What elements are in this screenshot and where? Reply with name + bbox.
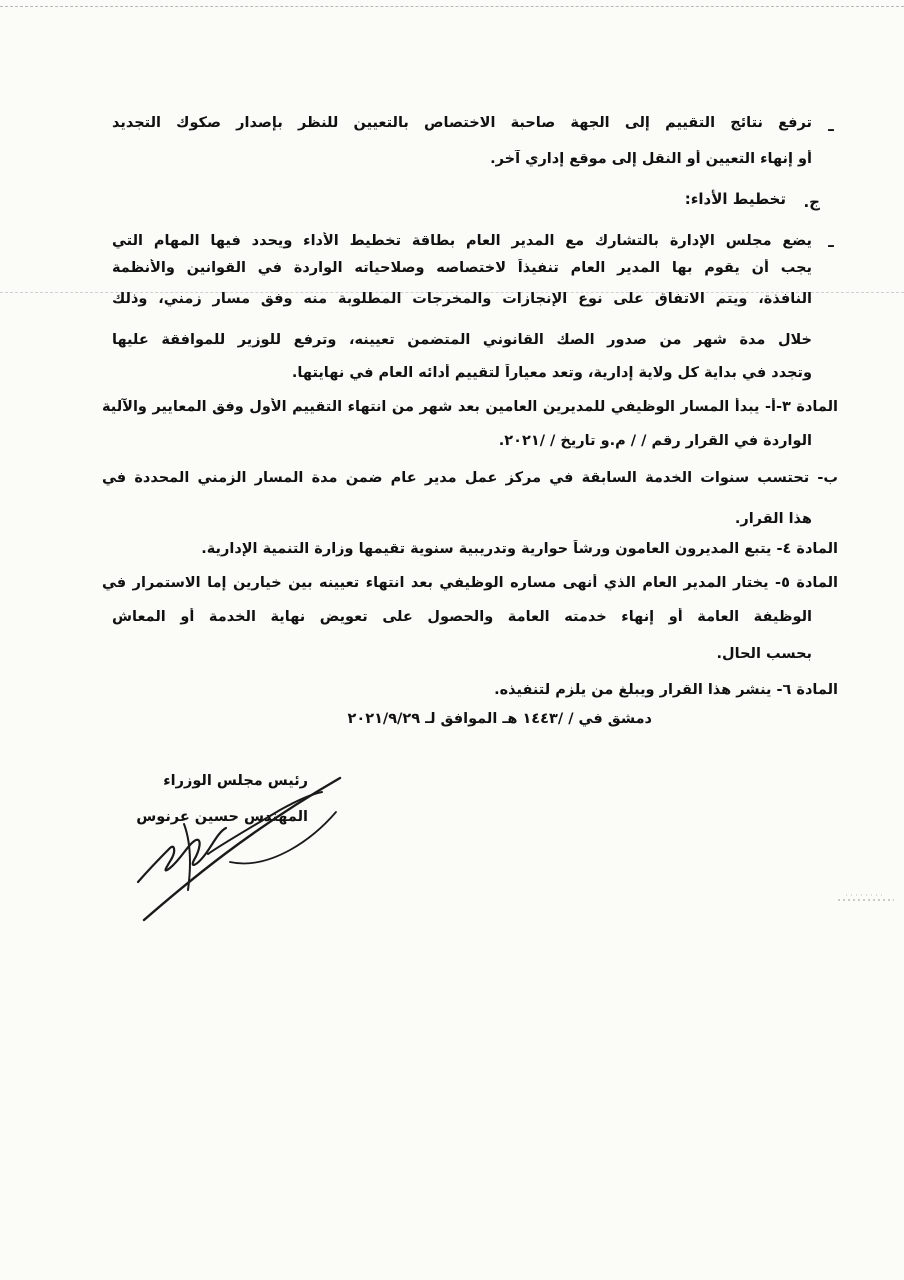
section-marker: ج. bbox=[803, 193, 820, 211]
list-marker: – bbox=[827, 236, 835, 254]
body-line: وتجدد في بداية كل ولاية إدارية، وتعد معياراً لتقييم أدائه العام في نهايتها. bbox=[291, 365, 812, 381]
body-line: النافذة، ويتم الاتفاق على نوع الإنجازات والمخرجات المطلوبة منه وفق مسار زمني، وذلك bbox=[112, 291, 812, 307]
article-4-line: المادة ٤- يتبع المديرون العامون ورشاً حوارية وتدريبية سنوية تقيمها وزارة التنمية الإدارية. bbox=[201, 541, 838, 557]
article-6-line: المادة ٦- ينشر هذا القرار ويبلغ من يلزم لتنفيذه. bbox=[494, 682, 838, 698]
article-3b-line: ب- تحتسب سنوات الخدمة السابقة في مركز عمل مدير عام ضمن مدة المسار الزمني المحددة في bbox=[102, 470, 838, 486]
scan-edge-marks bbox=[836, 890, 896, 910]
article-3-line: المادة ٣-أ- يبدأ المسار الوظيفي للمديرين العامين بعد شهر من انتهاء التقييم الأول وفق المعايير والآلية bbox=[102, 399, 838, 415]
scan-artifact-line bbox=[0, 6, 904, 7]
body-line: ترفع نتائج التقييم إلى الجهة صاحبة الاختصاص بالتعيين للنظر بإصدار صكوك التجديد bbox=[112, 115, 812, 131]
signatory-title: رئيس مجلس الوزراء bbox=[163, 773, 308, 789]
list-marker: – bbox=[827, 120, 835, 138]
body-line: هذا القرار. bbox=[734, 511, 812, 527]
handwritten-signature bbox=[130, 770, 360, 940]
body-line: يجب أن يقوم بها المدير العام تنفيذاً لاختصاصه وصلاحياته الواردة في القوانين والأنظمة bbox=[112, 260, 812, 276]
article-5-line: المادة ٥- يختار المدير العام الذي أنهى مساره الوظيفي بعد انتهاء تعيينه بين خيارين إما الاستمرار في bbox=[102, 575, 838, 591]
body-line: يضع مجلس الإدارة بالتشارك مع المدير العام بطاقة تخطيط الأداء ويحدد فيها المهام التي bbox=[112, 233, 812, 249]
body-line: بحسب الحال. bbox=[716, 646, 812, 662]
body-line: خلال مدة شهر من صدور الصك القانوني المتضمن تعيينه، وترفع للوزير للموافقة عليها bbox=[112, 332, 812, 348]
body-line: أو إنهاء التعيين أو النقل إلى موقع إداري آخر. bbox=[490, 151, 812, 167]
signatory-name: المهندس حسين عرنوس bbox=[136, 809, 308, 825]
section-heading: تخطيط الأداء: bbox=[684, 190, 786, 208]
body-line: الوظيفة العامة أو إنهاء خدمته العامة والحصول على تعويض نهاية الخدمة أو المعاش bbox=[112, 609, 812, 625]
body-line: الواردة في القرار رقم / / م.و تاريخ / /٢٠٢١. bbox=[498, 433, 812, 449]
date-line: دمشق في / /١٤٤٣ هـ الموافق لـ ٢٠٢١/٩/٢٩ bbox=[347, 711, 652, 727]
